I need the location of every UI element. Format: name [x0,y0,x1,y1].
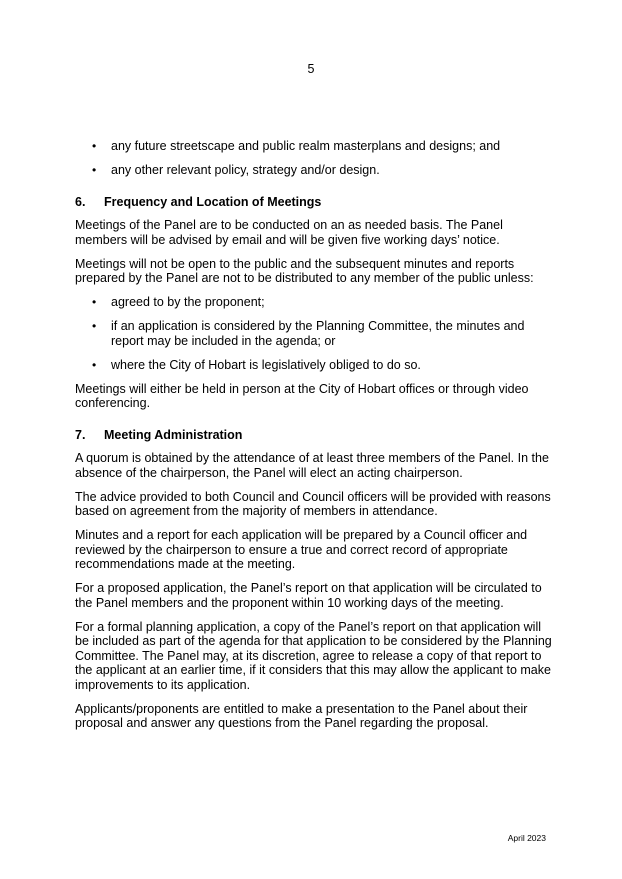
bullet-icon: • [92,357,97,372]
bullet-icon: • [92,295,97,309]
paragraph: For a proposed application, the Panel’s report on that application will be circulated to the Panel members and the proponent within 10 working days of the meeting. [75,581,542,610]
paragraph: For a formal planning application, a copy of the Panel’s report on that application will be included as part of the agenda for that application to be considered by the Planning Committee. The Panel may, at its discretion, agree to release a copy of that report to the applicant at an earlier time, if it considers that this may allow the applicant to make improvements to its application. [75,619,552,692]
document-body [75,139,553,740]
list-item-text: where the City of Hobart is legislatively obliged to do so. [111,357,421,372]
page-number: 5 [307,62,315,76]
paragraph: Applicants/proponents are entitled to make a presentation to the Panel about their proposal and answer any questions from the Panel regarding the proposal. [75,701,528,730]
bullet-list-top [75,139,553,178]
bullet-icon: • [92,139,97,153]
paragraph: Meetings will either be held in person at the City of Hobart offices or through video conferencing. [75,381,529,410]
paragraph: Meetings of the Panel are to be conducted on an as needed basis. The Panel members will be advised by email and will be given five working days’ notice. [75,218,503,247]
list-item [75,358,553,373]
list-item-text: any future streetscape and public realm masterplans and designs; and [111,139,501,153]
list-item-text: if an application is considered by the Planning Committee, the minutes and report may be included in the agenda; or [111,319,525,348]
section-number: 7. [75,427,86,442]
section-6-heading [75,195,553,210]
footer-date: April 2023 [507,833,546,843]
paragraph: Meetings will not be open to the public and the subsequent minutes and reports prepared by the Panel are not to be distributed to any member of the public unless: [75,256,534,285]
section-title: Frequency and Location of Meetings [104,194,322,209]
section-title: Meeting Administration [104,427,243,442]
section-7-heading [75,428,553,443]
list-item [75,163,553,178]
section-number: 6. [75,194,86,209]
list-item-text: any other relevant policy, strategy and/or design. [111,163,380,177]
list-item [75,295,553,310]
list-item [75,319,553,348]
list-item-text: agreed to by the proponent; [111,295,265,309]
list-item [75,139,553,154]
paragraph: The advice provided to both Council and Council officers will be provided with reasons based on agreement from the majority of members in attendance. [75,489,551,518]
bullet-icon: • [92,319,97,333]
bullet-list-conditions [75,295,553,372]
bullet-icon: • [92,163,97,177]
paragraph: Minutes and a report for each application will be prepared by a Council officer and reviewed by the chairperson to ensure a true and correct record of appropriate recommendations made at the meeting. [75,528,528,571]
paragraph: A quorum is obtained by the attendance of at least three members of the Panel. In the absence of the chairperson, the Panel will elect an acting chairperson. [75,451,549,480]
